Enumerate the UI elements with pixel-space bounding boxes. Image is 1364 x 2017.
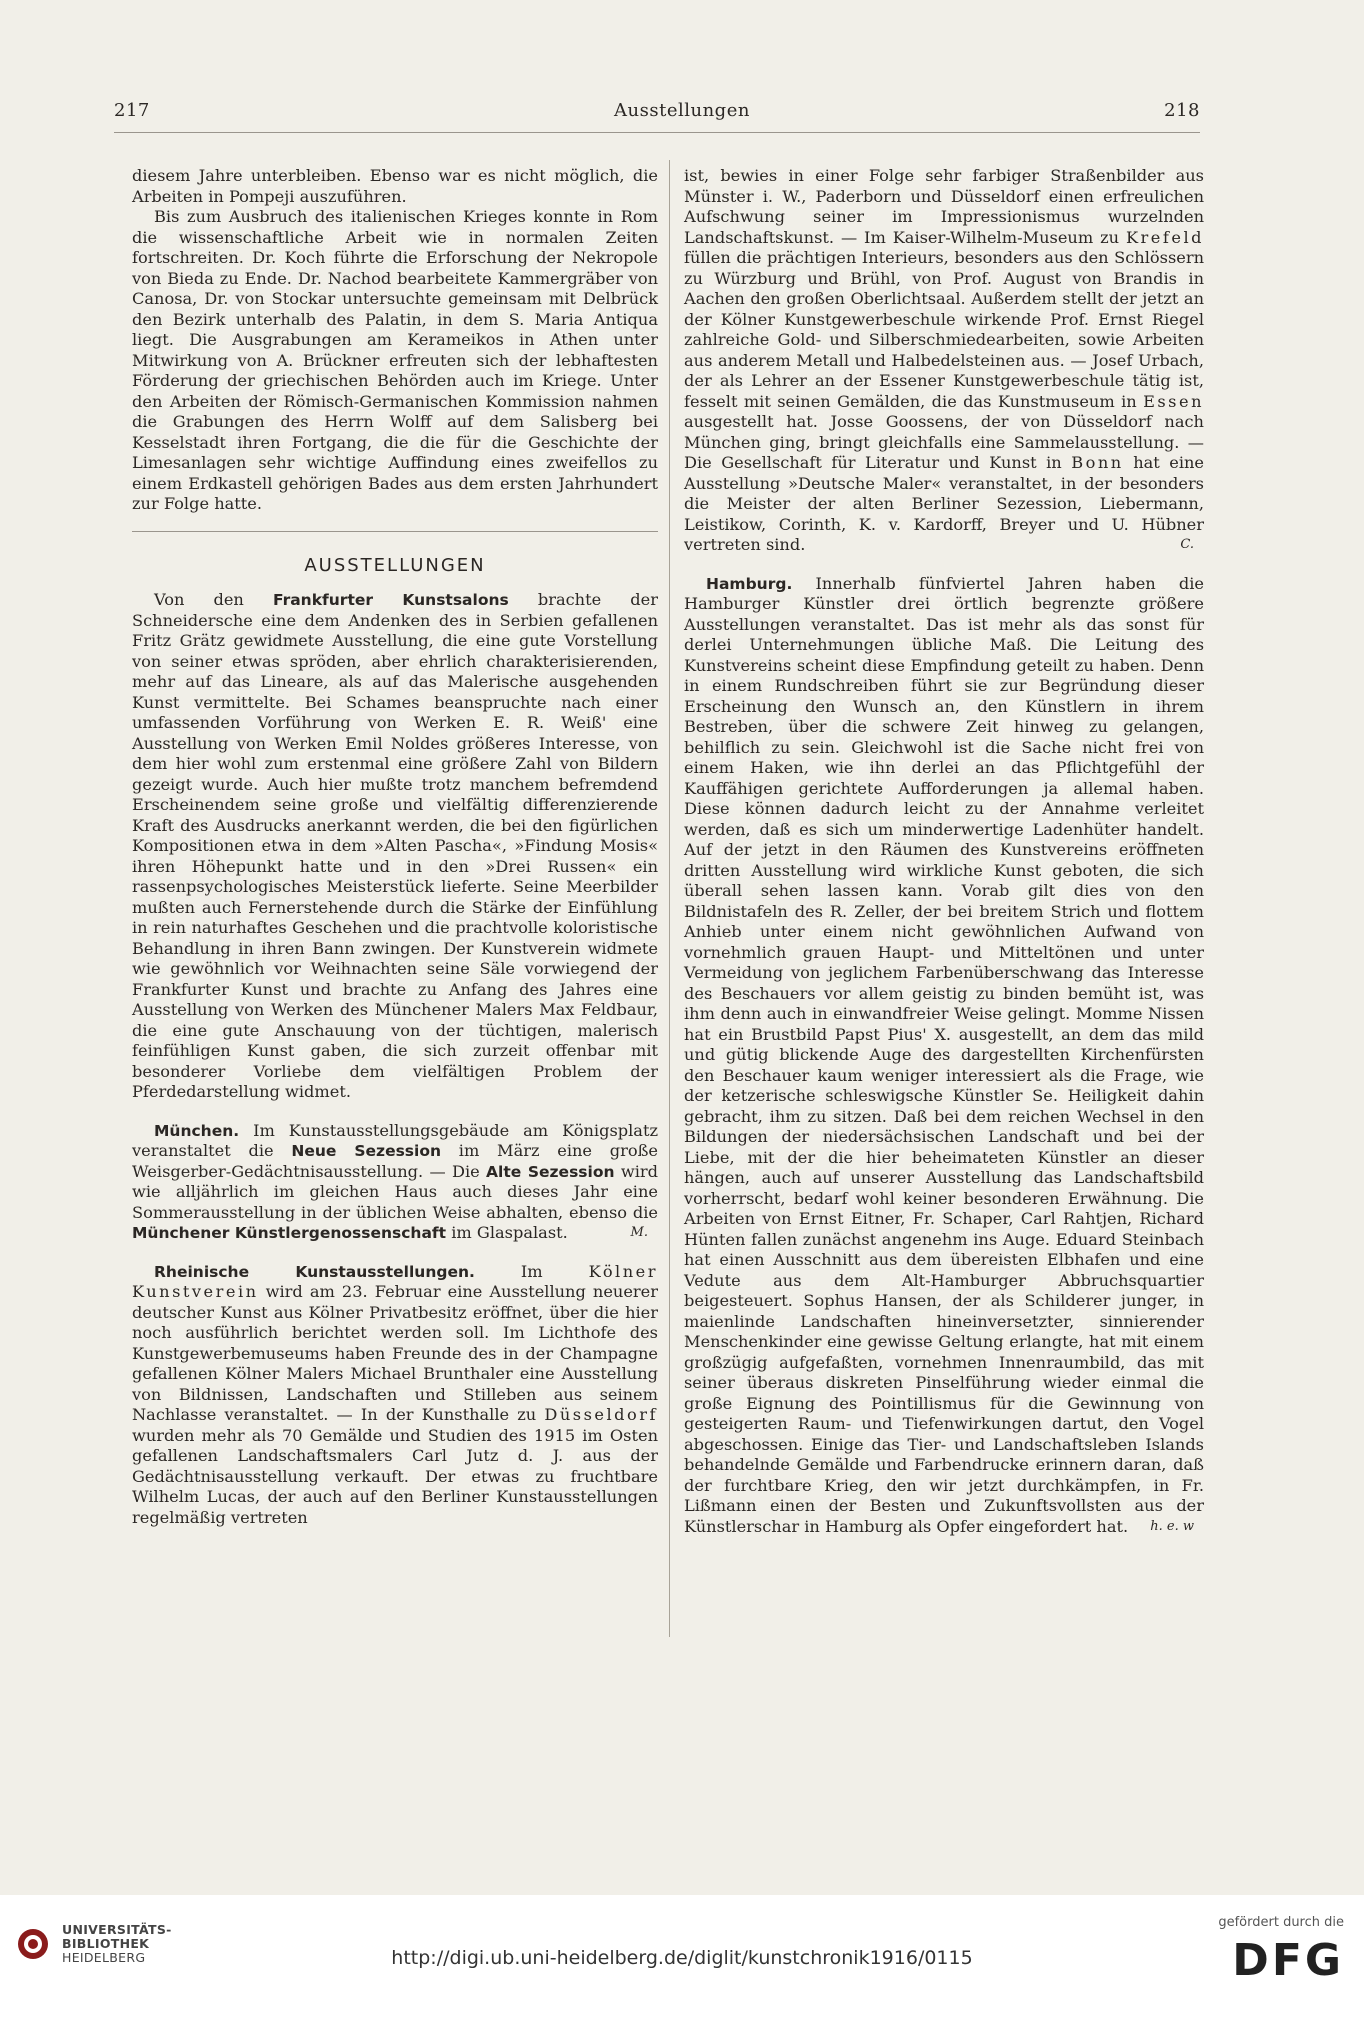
page-number-left: 217 (114, 100, 150, 121)
header-rule (114, 132, 1200, 133)
running-title: Ausstellungen (614, 100, 750, 121)
paragraph: diesem Jahre unterbleiben. Ebenso war es nicht möglich, die Arbeiten in Pompeji auszuführen. (132, 166, 658, 206)
permalink-url[interactable]: http://digi.ub.uni-heidelberg.de/diglit/kunstchronik1916/0115 (391, 1947, 973, 1969)
paragraph: ist, bewies in einer Folge sehr farbiger Straßenbilder aus Münster i. W., Paderborn und Düsseldorf einen erfreulichen Aufschwung seiner im Impressionismus wurzelnden Landschaftskunst. — Im Kaiser-Wilhelm-Museum zu Krefeld füllen die prächtigen Interieurs, besonders aus den Schlössern zu Würzburg und Brühl, von Prof. August von Brandis in Aachen den großen Oberlichtsaal. Außerdem stellt der jetzt an der Kölner Kunstgewerbeschule wirkende Prof. Ernst Riegel zahlreiche Gold- und Silberschmiedearbeiten, sowie Arbeiten aus anderem Metall und Halbedelsteinen aus. — Josef Urbach, der als Lehrer an der Essener Kunstgewerbeschule tätig ist, fesselt mit seinen Gemälden, die das Kunstmuseum in Essen ausgestellt hat. Josse Goossens, der von Düsseldorf nach München ging, bringt gleichfalls eine Sammelausstellung. — Die Gesellschaft für Literatur und Kunst in Bonn hat eine Ausstellung »Deutsche Maler« veranstaltet, in der besonders die Meister der alten Berliner Sezession, Liebermann, Leistikow, Corinth, K. v. Kardorff, Breyer und U. Hübner vertreten sind. C. (684, 166, 1205, 554)
paragraph: Rheinische Kunstausstellungen. Im Kölner Kunstverein wird am 23. Februar eine Ausstellung neuerer deutscher Kunst aus Kölner Privatbesitz eröffnet, über die hier noch ausführlich berichtet werden soll. Im Lichthofe des Kunstgewerbemuseums haben Freunde des in der Champagne gefallenen Kölner Malers Michael Brunthaler eine Ausstellung von Bildnissen, Landschaften und Stilleben aus seinem Nachlasse veranstaltet. — In der Kunsthalle zu Düsseldorf wurden mehr als 70 Gemälde und Studien des 1915 im Osten gefallenen Landschaftsmalers Carl Jutz d. J. aus der Gedächtnisausstellung verkauft. Der etwas zu fruchtbare Wilhelm Lucas, der auch auf den Berliner Kunstausstellungen regelmäßig vertreten (132, 1261, 658, 1527)
left-column (132, 166, 658, 1528)
page-number-right: 218 (1164, 100, 1200, 121)
author-signature: M. (630, 1225, 648, 1240)
dfg-logo: DFG (1232, 1935, 1344, 1986)
author-signature: C. (1180, 537, 1194, 552)
section-title: AUSSTELLUNGEN (304, 554, 486, 576)
section-rule (132, 531, 658, 532)
paragraph: Hamburg. Innerhalb fünfviertel Jahren haben die Hamburger Künstler drei örtlich begrenzte größere Ausstellungen veranstaltet. Das ist mehr als das sonst für derlei Unternehmungen übliche Maß. Die Leitung des Kunstvereins scheint diese Empfindung geteilt zu haben. Denn in einem Rundschreiben führt sie zur Begründung dieser Erscheinung den Wunsch an, den Künstlern in ihrem Bestreben, über die schwere Zeit hinweg zu gelangen, behilflich zu sein. Gleichwohl ist die Sache nicht frei von einem Haken, wie ihn derlei an das Pflichtgefühl der Kauffähigen gerichtete Aufforderungen ja allemal haben. Diese können dadurch leicht zu der Annahme verleitet werden, daß es sich um minderwertige Ladenhüter handelt. Auf der jetzt in den Räumen des Kunstvereins eröffneten dritten Ausstellung wird wirkliche Kunst geboten, die sich überall sehen lassen kann. Vorab gilt dies von den Bildnistafeln des R. Zeller, der bei breitem Strich und flottem Anhieb unter einem nicht gewöhnlichen Aufwand von vornehmlich grauen Haupt- und Mitteltönen und unter Vermeidung von jeglichem Farbenüberschwang das Interesse des Beschauers vor allem geistig zu binden bemüht ist, was ihm denn auch in einwandfreier Weise gelingt. Momme Nissen hat ein Brustbild Papst Pius' X. ausgestellt, an dem das mild und gütig blickende Auge des dargestellten Kirchenfürsten den Beschauer kaum weniger interessiert als die Frage, wie der ketzerische schleswigsche Künstler Se. Heiligkeit dahin gebracht, ihm zu sitzen. Daß bei dem reichen Wechsel in den Bildungen der niedersächsischen Landschaft und bei der Liebe, mit der die hier beheimateten Künstler an dieser hängen, auch auf unserer Ausstellung das Landschaftsbild vorherrscht, bedarf wohl keiner besonderen Erwähnung. Die Arbeiten von Ernst Eitner, Fr. Schaper, Carl Rahtjen, Richard Hünten fallen zunächst angenehm ins Auge. Eduard Steinbach hat einen Ausschnitt aus dem übereisten Elbhafen und eine Vedute aus dem Alt-Hamburger Abbruchsquartier beigesteuert. Sophus Hansen, der als Schilderer junger, in maienlinde Landschaften hineinversetzter, sinnierender Menschenkinder eine gewisse Geltung erlangte, hat mit einem großzügig aufgefaßten, vornehmen Innenraumbild, das mit seiner überaus diskreten Pinselführung wieder einmal die große Eignung des Pointillismus für die Gewinnung von gesteigerten Raum- und Tiefenwirkungen dartut, den Vogel abgeschossen. Einige das Tier- und Landschaftsleben Islands behandelnde Gemälde und Farbendrucke erinnern daran, daß der furchtbare Krieg, den wir jetzt durchkämpfen, in Fr. Lißmann einen der Besten und Zukunftsvollsten aus der Künstlerschar in Hamburg als Opfer eingefordert hat. h. e. w (684, 573, 1204, 1536)
paragraph: Von den Frankfurter Kunstsalons brachte der Schneidersche eine dem Andenken des in Serbien gefallenen Fritz Grätz gewidmete Ausstellung, die eine gute Vorstellung von seiner etwas spröden, aber ehrlich charakterisierenden, mehr auf das Lineare, als auf das Malerische ausgehenden Kunst vermittelte. Bei Schames beanspruchte nach einer umfassenden Vorführung von Werken E. R. Weiß' eine Ausstellung von Werken Emil Noldes größeres Interesse, von dem hier wohl zum erstenmal eine größere Zahl von Bildern gezeigt wurde. Auch hier mußte trotz manchem befremdend Erscheinendem seine große und vielfältig differenzierende Kraft des Ausdrucks anerkannt werden, die bei den figürlichen Kompositionen etwa in dem »Alten Pascha«, »Findung Mosis« ihren Höhepunkt hatte und in den »Drei Russen« ein rassenpsychologisches Meisterstück lieferte. Seine Meerbilder mußten auch Fernerstehende durch die Stärke der Einfühlung in rein naturhaftes Geschehen und die prachtvolle koloristische Behandlung in ihren Bann zwingen. Der Kunstverein widmete wie gewöhnlich vor Weihnachten seine Säle vorwiegend der Frankfurter Kunst und brachte zu Anfang des Jahres eine Ausstellung von Werken des Münchener Malers Max Feldbaur, die eine gute Anschauung von der tüchtigen, malerisch feinfühligen Kunst gaben, die sich zurzeit offenbar mit besonderer Vorliebe dem vielfältigen Problem der Pferdedarstellung widmet. (132, 590, 658, 1101)
paragraph: Bis zum Ausbruch des italienischen Krieges konnte in Rom die wissenschaftliche Arbeit wie in normalen Zeiten fortschreiten. Dr. Koch führte die Erforschung der Nekropole von Bieda zu Ende. Dr. Nachod bearbeitete Kammergräber von Canosa, Dr. von Stockar untersuchte gemeinsam mit Delbrück den Bezirk unterhalb des Palatin, in dem S. Maria Antiqua liegt. Die Ausgrabungen am Kerameikos in Athen unter Mitwirkung von A. Brückner erfreuten sich der lebhaftesten Förderung der griechischen Behörden auch im Kriege. Unter den Arbeiten der Römisch-Germanischen Kommission nahmen die Grabungen des Herrn Wolff auf dem Salisberg bei Kesselstadt ihren Fortgang, die die für die Geschichte der Limesanlagen sehr wichtige Auffindung eines zweifellos zu einem Erdkastell gehörigen Bades aus dem ersten Jahrhundert zur Folge hatte. (132, 207, 658, 513)
right-column (684, 166, 1204, 1537)
footer-bar (0, 1895, 1364, 2017)
paragraph: München. Im Kunstausstellungsgebäude am Königsplatz veranstaltet die Neue Sezession im März eine große Weisgerber-Gedächtnisausstellung. — Die Alte Sezession wird wie alljährlich im gleichen Haus auch dieses Jahr eine Sommerausstellung in der üblichen Weise abhalten, ebenso die Münchener Künstlergenossenschaft im Glaspalast. M. (132, 1120, 658, 1242)
column-divider (669, 160, 670, 1637)
library-name: UNIVERSITÄTS- BIBLIOTHEK HEIDELBERG (62, 1922, 172, 1965)
funder-logo[interactable] (1218, 1915, 1344, 1984)
author-signature: h. e. w (1150, 1518, 1194, 1534)
funding-text: gefördert durch die (1218, 1915, 1344, 1930)
